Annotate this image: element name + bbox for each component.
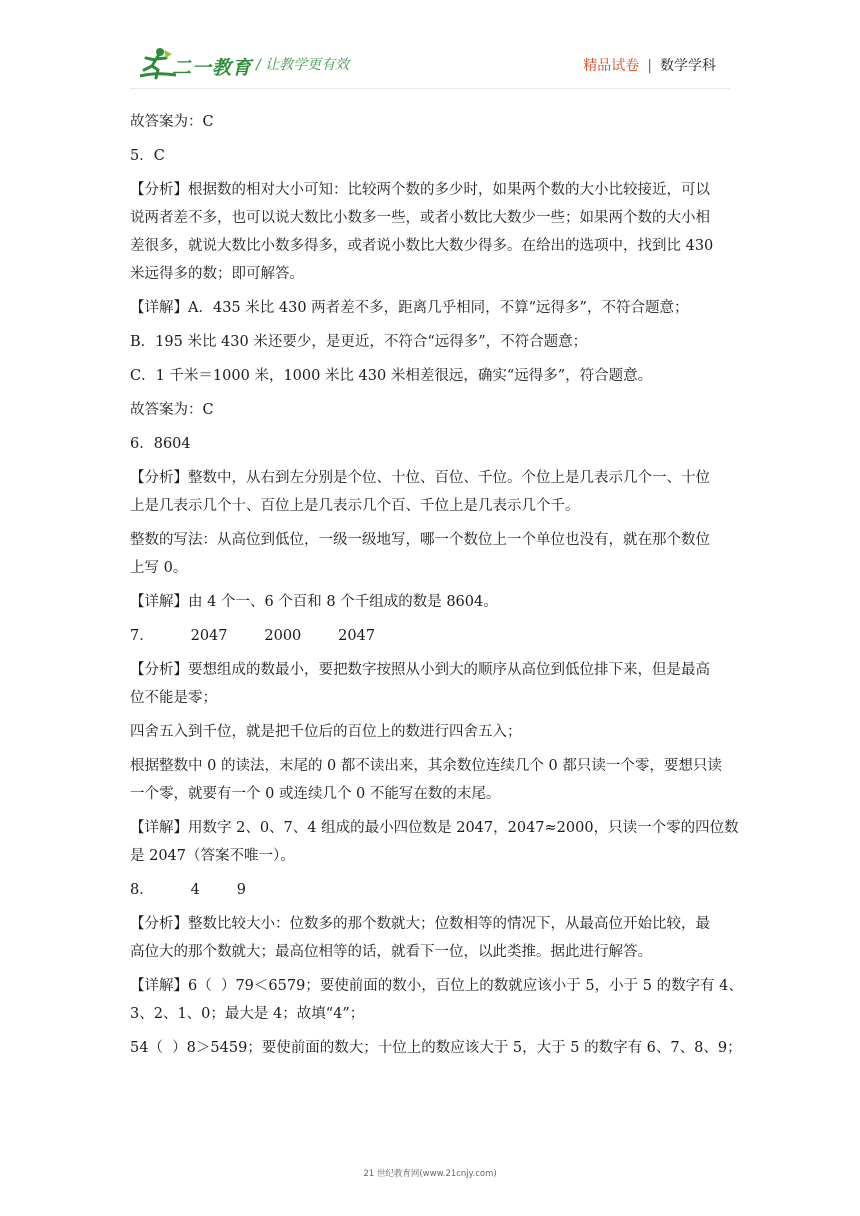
text-line: 5．C <box>130 148 165 164</box>
text-line: 米远得多的数；即可解答。 <box>130 266 304 282</box>
text-line: 整数的写法：从高位到低位，一级一级地写，哪一个数位上一个单位也没有，就在那个数位 <box>130 532 710 548</box>
text-line: 【详解】A．435 米比 430 两者差不多，距离几乎相同，不算“远得多”，不符合题意； <box>130 300 689 316</box>
answer-content <box>130 108 743 1062</box>
logo-text: 二一教育 <box>172 57 253 79</box>
text-line: 【分析】整数中，从右到左分别是个位、十位、百位、千位。个位上是几表示几个一、十位 <box>130 470 710 486</box>
header-divider <box>130 88 730 89</box>
text-line: 上是几表示几个十、百位上是几表示几个百、千位上是几表示几个千。 <box>130 498 580 514</box>
text-line: 位不能是零； <box>130 690 217 706</box>
header-separator: | <box>647 58 652 74</box>
text-line: 故答案为：C <box>130 402 214 418</box>
text-line: 是 2047（答案不唯一）。 <box>130 848 295 864</box>
text-line: 说两者差不多，也可以说大数比小数多一些，或者小数比大数少一些；如果两个数的大小相 <box>130 210 710 226</box>
text-line: 7． 2047 2000 2047 <box>130 628 376 644</box>
header-slogan: / 让教学更有效 <box>256 57 350 73</box>
header-label: 精品试卷 <box>583 58 640 74</box>
text-line: 8． 4 9 <box>130 882 246 898</box>
text-line: 【详解】由 4 个一、6 个百和 8 个千组成的数是 8604。 <box>130 594 498 610</box>
text-line: 根据整数中 0 的读法，末尾的 0 都不读出来，其余数位连续几个 0 都只读一个零，要想只读 <box>130 758 722 774</box>
text-line: 高位大的那个数就大；最高位相等的话，就看下一位，以此类推。据此进行解答。 <box>130 944 652 960</box>
text-line: C．1 千米＝1000 米，1000 米比 430 米相差很远，确实“远得多”，符合题意。 <box>130 368 653 384</box>
page-header <box>0 0 860 90</box>
page-footer: 21 世纪教育网(www.21cnjy.com) <box>363 1169 497 1179</box>
text-line: 差很多，就说大数比小数多得多，或者说小数比大数少得多。在给出的选项中，找到比 430 <box>130 238 714 254</box>
text-line: B．195 米比 430 米还要少，是更近，不符合“远得多”，不符合题意； <box>130 334 588 350</box>
text-line: 3、2、1、0；最大是 4；故填“4”； <box>130 1006 365 1022</box>
text-line: 上写 0。 <box>130 560 188 576</box>
text-line: 【详解】6（ ）79＜6579；要使前面的数小，百位上的数就应该小于 5，小于 5 的数字有 4、 <box>130 978 743 994</box>
text-line: 6．8604 <box>130 436 191 452</box>
text-line: 故答案为：C <box>130 114 214 130</box>
text-line: 【分析】要想组成的数最小，要把数字按照从小到大的顺序从高位到低位排下来，但是最高 <box>130 662 710 678</box>
text-line: 一个零，就要有一个 0 或连续几个 0 不能写在数的末尾。 <box>130 786 501 802</box>
text-line: 【分析】整数比较大小：位数多的那个数就大；位数相等的情况下，从最高位开始比较，最 <box>130 916 710 932</box>
header-right-title <box>583 55 716 75</box>
header-subject: 数学学科 <box>660 58 716 74</box>
text-line: 【详解】用数字 2、0、7、4 组成的最小四位数是 2047，2047≈2000，只读一个零的四位数 <box>130 820 739 836</box>
text-line: 【分析】根据数的相对大小可知：比较两个数的多少时，如果两个数的大小比较接近，可以 <box>130 182 710 198</box>
text-line: 54（ ）8＞5459；要使前面的数大；十位上的数应该大于 5，大于 5 的数字有 6、7、8、9； <box>130 1040 742 1056</box>
text-line: 四舍五入到千位，就是把千位后的百位上的数进行四舍五入； <box>130 724 522 740</box>
